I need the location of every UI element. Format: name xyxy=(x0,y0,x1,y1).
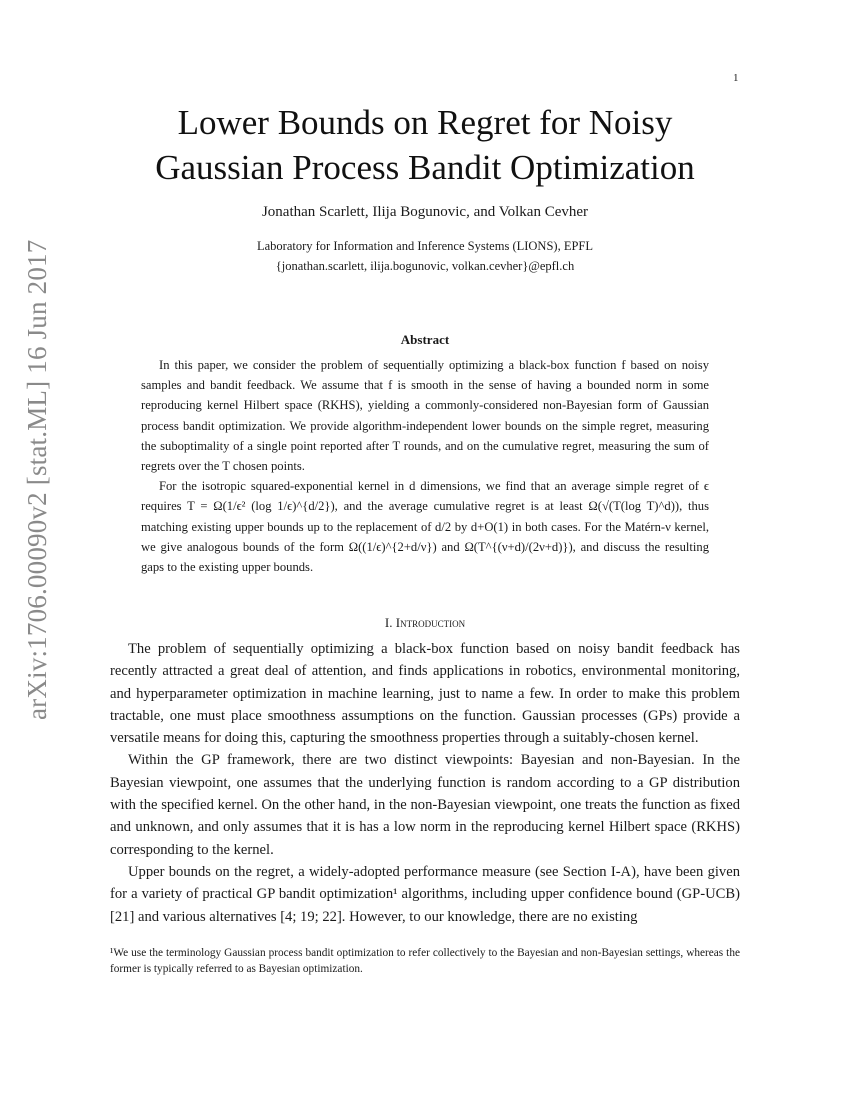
title-line-2: Gaussian Process Bandit Optimization xyxy=(155,148,695,187)
section-heading xyxy=(110,615,740,631)
section-title: Introduction xyxy=(395,615,466,630)
section-body xyxy=(110,638,740,928)
emails: {jonathan.scarlett, ilija.bogunovic, volkan.cevher}@epfl.ch xyxy=(275,259,575,273)
authors: Jonathan Scarlett, Ilija Bogunovic, and Volkan Cevher xyxy=(261,204,589,220)
body-paragraph: Within the GP framework, there are two distinct viewpoints: Bayesian and non-Bayesian. In the Bayesian viewpoint, one assumes that the underlying function is random according to a GP distribution with the specified kernel. On the other hand, in the non-Bayesian viewpoint, one treats the function as fixed and unknown, and only assumes that it is has a low norm in the reproducing kernel Hilbert space (RKHS) corresponding to the kernel. xyxy=(110,752,740,858)
body-paragraph: The problem of sequentially optimizing a black-box function based on noisy bandit feedback has recently attracted a great deal of attention, and finds applications in robotics, environmental monitoring, and hyperparameter optimization in machine learning, just to name a few. In order to make this problem tractable, one must place smoothness assumptions on the function. Gaussian processes (GPs) provide a versatile means for doing this, capturing the smoothness properties through a suitably-chosen kernel. xyxy=(110,641,740,747)
affiliation: Laboratory for Information and Inference Systems (LIONS), EPFL xyxy=(256,239,594,253)
title-line-1: Lower Bounds on Regret for Noisy xyxy=(177,103,673,142)
footnote: ¹We use the terminology Gaussian process bandit optimization to refer collectively to the Bayesian and non-Bayesian settings, whereas the former is typically referred to as Bayesian optimization. xyxy=(110,947,740,975)
abstract-paragraph-2: For the isotropic squared-exponential kernel in d dimensions, we find that an average simple regret of ϵ requires T = Ω(1/ϵ² (log 1/ϵ)^{d/2}), and the average cumulative regret is at least Ω(√(T(log T)^d)), thus matching existing upper bounds up to the replacement of d/2 by d+O(1) in both cases. For the Matérn-ν kernel, we give analogous bounds of the form Ω((1/ϵ)^{2+d/ν}) and Ω(T^{(ν+d)/(2ν+d)}), and discuss the resulting gaps to the existing upper bounds. xyxy=(141,479,709,575)
section-number: I. xyxy=(384,615,393,630)
arxiv-stamp: arXiv:1706.00090v2 [stat.ML] 16 Jun 2017 xyxy=(22,239,52,720)
abstract xyxy=(141,355,709,577)
body-paragraph: Upper bounds on the regret, a widely-adopted performance measure (see Section I-A), have been given for a variety of practical GP bandit optimization¹ algorithms, including upper confidence bound (GP-UCB) [21] and various alternatives [4; 19; 22]. However, to our knowledge, there are no existing xyxy=(110,863,740,925)
affiliation-block xyxy=(110,236,740,276)
paper-title xyxy=(110,100,740,190)
abstract-heading: Abstract xyxy=(400,332,450,347)
abstract-paragraph-1: In this paper, we consider the problem of sequentially optimizing a black-box function f based on noisy samples and bandit feedback. We assume that f is smooth in the sense of having a bounded norm in some reproducing kernel Hilbert space (RKHS), yielding a commonly-considered non-Bayesian form of Gaussian process bandit optimization. We provide algorithm-independent lower bounds on the simple regret, measuring the suboptimality of a single point reported after T rounds, and on the cumulative regret, measuring the sum of regrets over the T chosen points. xyxy=(141,358,709,474)
page-number: 1 xyxy=(733,72,739,84)
